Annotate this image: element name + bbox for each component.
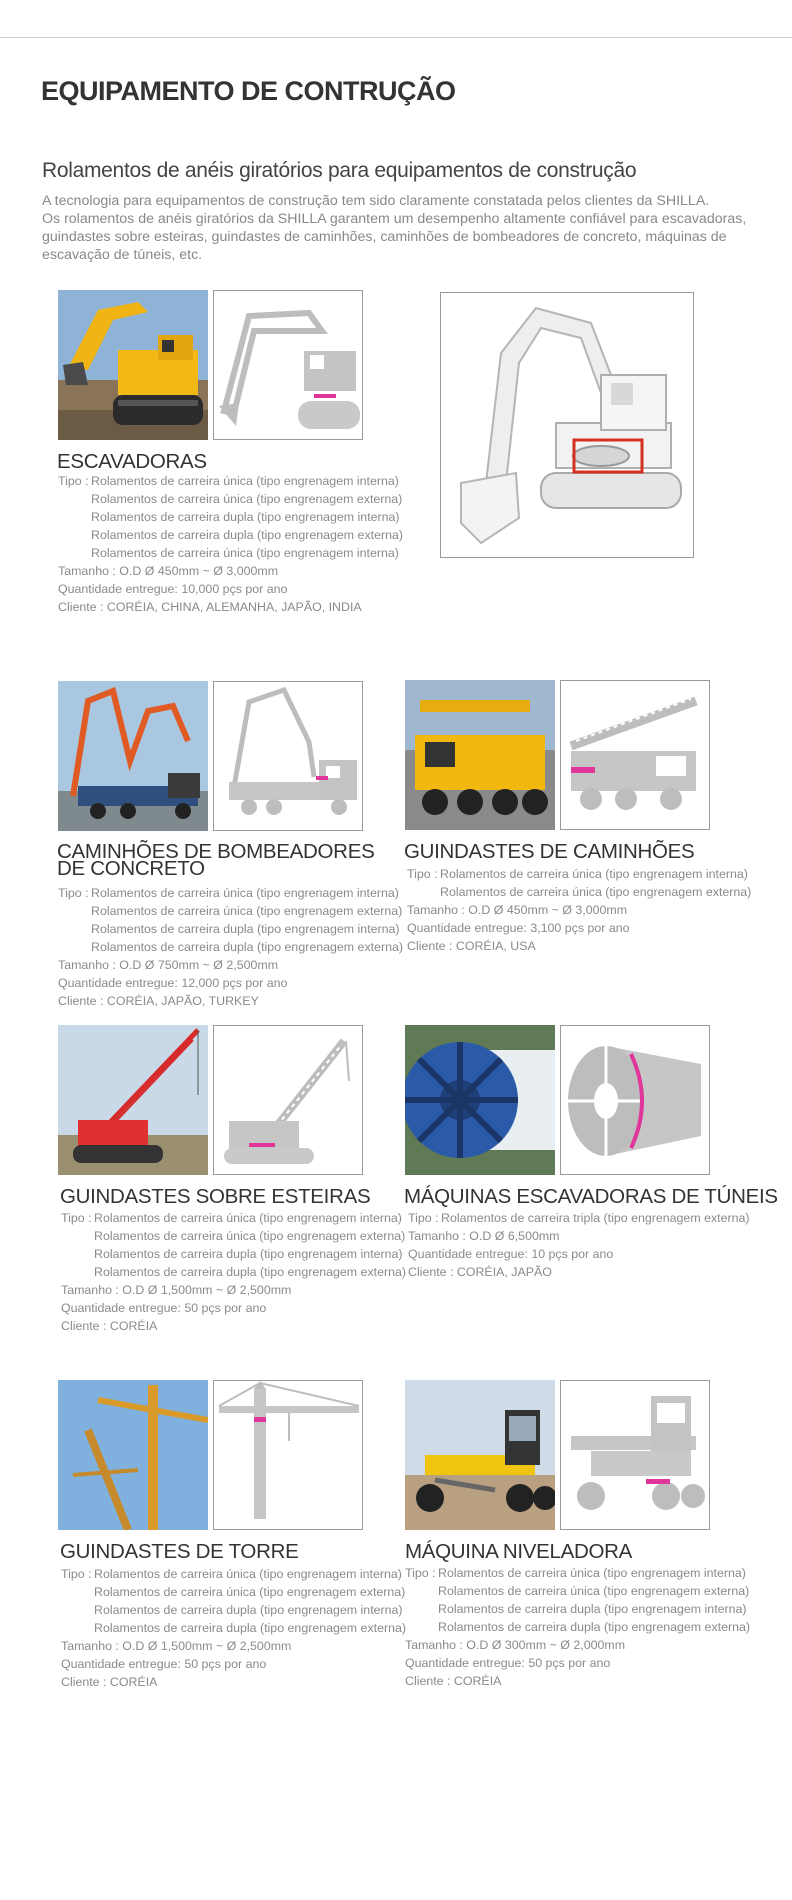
client-line: Cliente : CORÉIA, CHINA, ALEMANHA, JAPÃO, INDIA: [58, 600, 362, 614]
client-line: Cliente : CORÉIA, JAPÃO: [408, 1265, 552, 1279]
grader-photo: [405, 1380, 555, 1530]
page-title: EQUIPAMENTO DE CONTRUÇÃO: [41, 76, 456, 106]
type-line: Rolamentos de carreira única (tipo engrenagem interna): [94, 1567, 402, 1581]
type-label: Tipo :: [58, 886, 89, 900]
guindastes-caminhoes-details: [407, 865, 751, 955]
excavator-photo: [58, 290, 208, 440]
quantity-line: Quantidade entregue: 10 pçs por ano: [408, 1247, 614, 1261]
excavator-diagram: [440, 292, 694, 558]
title-line: DE CONCRETO: [57, 857, 205, 880]
excavator-sketch: [213, 290, 363, 440]
client-line: Cliente : CORÉIA: [61, 1319, 158, 1333]
type-line: Rolamentos de carreira tripla (tipo engrenagem externa): [441, 1211, 750, 1225]
bombeadores-details: [58, 884, 403, 1010]
quantity-line: Quantidade entregue: 3,100 pçs por ano: [407, 921, 630, 935]
type-line: Rolamentos de carreira dupla (tipo engrenagem externa): [438, 1620, 751, 1634]
tunnel-machine-photo: [405, 1025, 555, 1175]
size-line: Tamanho : O.D Ø 1,500mm ~ Ø 2,500mm: [61, 1639, 292, 1653]
category-title-escavadoras: ESCAVADORAS: [57, 450, 207, 473]
type-line: Rolamentos de carreira única (tipo engrenagem interna): [91, 474, 399, 488]
esteiras-details: [61, 1209, 406, 1335]
type-line: Rolamentos de carreira única (tipo engrenagem externa): [94, 1229, 406, 1243]
grader-sketch: [560, 1380, 710, 1530]
truck-crane-photo: [405, 680, 555, 830]
type-line: Rolamentos de carreira única (tipo engrenagem externa): [438, 1584, 750, 1598]
type-line: Rolamentos de carreira única (tipo engrenagem interna): [440, 867, 748, 881]
category-title-bombeadores: [57, 840, 375, 880]
niveladora-details: [405, 1564, 750, 1690]
tower-crane-photo: [58, 1380, 208, 1530]
category-title-tuneis: MÁQUINAS ESCAVADORAS DE TÚNEIS: [404, 1185, 778, 1208]
quantity-line: Quantidade entregue: 50 pçs por ano: [61, 1657, 267, 1671]
size-line: Tamanho : O.D Ø 750mm ~ Ø 2,500mm: [58, 958, 279, 972]
intro-paragraph: Os rolamentos de anéis giratórios da SHILLA garantem um desempenho altamente confiável para escavadoras, guindastes sobre esteiras, guindastes de caminhões, caminhões de bombeadores de concreto, máquinas de escavação de túneis, etc.: [42, 211, 747, 263]
size-line: Tamanho : O.D Ø 450mm ~ Ø 3,000mm: [58, 564, 279, 578]
concrete-pump-sketch: [213, 681, 363, 831]
category-title-esteiras: GUINDASTES SOBRE ESTEIRAS: [60, 1185, 371, 1208]
quantity-line: Quantidade entregue: 50 pçs por ano: [405, 1656, 611, 1670]
size-line: Tamanho : O.D Ø 6,500mm: [408, 1229, 560, 1243]
type-line: Rolamentos de carreira dupla (tipo engrenagem externa): [94, 1621, 407, 1635]
type-line: Rolamentos de carreira dupla (tipo engrenagem interna): [91, 510, 400, 524]
type-line: Rolamentos de carreira dupla (tipo engrenagem interna): [438, 1602, 747, 1616]
type-line: Rolamentos de carreira única (tipo engrenagem interna): [91, 546, 399, 560]
escavadoras-details: [58, 472, 403, 616]
type-label: Tipo :: [405, 1566, 436, 1580]
type-line: Rolamentos de carreira única (tipo engrenagem interna): [91, 886, 399, 900]
type-line: Rolamentos de carreira dupla (tipo engrenagem interna): [94, 1247, 403, 1261]
type-label: Tipo :: [61, 1211, 92, 1225]
quantity-line: Quantidade entregue: 12,000 pçs por ano: [58, 976, 288, 990]
client-line: Cliente : CORÉIA: [61, 1675, 158, 1689]
type-line: Rolamentos de carreira única (tipo engrenagem externa): [91, 492, 403, 506]
crawler-crane-sketch: [213, 1025, 363, 1175]
quantity-line: Quantidade entregue: 10,000 pçs por ano: [58, 582, 288, 596]
type-line: Rolamentos de carreira única (tipo engrenagem externa): [91, 904, 403, 918]
crawler-crane-photo: [58, 1025, 208, 1175]
type-line: Rolamentos de carreira única (tipo engrenagem externa): [440, 885, 752, 899]
client-line: Cliente : CORÉIA, JAPÃO, TURKEY: [58, 994, 259, 1008]
type-line: Rolamentos de carreira dupla (tipo engrenagem externa): [94, 1265, 407, 1279]
category-title-niveladora: MÁQUINA NIVELADORA: [405, 1540, 632, 1563]
tunnel-machine-sketch: [560, 1025, 710, 1175]
type-line: Rolamentos de carreira dupla (tipo engrenagem interna): [91, 922, 400, 936]
quantity-line: Quantidade entregue: 50 pçs por ano: [61, 1301, 267, 1315]
title-line: CAMINHÕES DE BOMBEADORES: [57, 840, 375, 863]
tuneis-details: [408, 1209, 750, 1281]
type-line: Rolamentos de carreira dupla (tipo engrenagem interna): [94, 1603, 403, 1617]
torre-details: [61, 1565, 406, 1691]
top-divider: [0, 37, 792, 38]
truck-crane-sketch: [560, 680, 710, 830]
size-line: Tamanho : O.D Ø 450mm ~ Ø 3,000mm: [407, 903, 628, 917]
section-subtitle: Rolamentos de anéis giratórios para equipamentos de construção: [42, 159, 637, 182]
client-line: Cliente : CORÉIA, USA: [407, 939, 536, 953]
type-line: Rolamentos de carreira dupla (tipo engrenagem externa): [91, 940, 404, 954]
type-label: Tipo :: [407, 867, 438, 881]
type-label: Tipo :: [58, 474, 89, 488]
intro-line: A tecnologia para equipamentos de construção tem sido claramente constatada pelos clientes da SHILLA.: [42, 193, 710, 209]
size-line: Tamanho : O.D Ø 300mm ~ Ø 2,000mm: [405, 1638, 626, 1652]
type-line: Rolamentos de carreira única (tipo engrenagem interna): [438, 1566, 746, 1580]
size-line: Tamanho : O.D Ø 1,500mm ~ Ø 2,500mm: [61, 1283, 292, 1297]
type-line: Rolamentos de carreira única (tipo engrenagem interna): [94, 1211, 402, 1225]
type-line: Rolamentos de carreira única (tipo engrenagem externa): [94, 1585, 406, 1599]
type-line: Rolamentos de carreira dupla (tipo engrenagem externa): [91, 528, 404, 542]
type-label: Tipo :: [61, 1567, 92, 1581]
type-label: Tipo :: [408, 1211, 439, 1225]
concrete-pump-photo: [58, 681, 208, 831]
category-title-torre: GUINDASTES DE TORRE: [60, 1540, 299, 1563]
tower-crane-sketch: [213, 1380, 363, 1530]
intro-text: [42, 192, 782, 264]
client-line: Cliente : CORÉIA: [405, 1674, 502, 1688]
category-title-guindastes-caminhoes: GUINDASTES DE CAMINHÕES: [404, 840, 695, 863]
